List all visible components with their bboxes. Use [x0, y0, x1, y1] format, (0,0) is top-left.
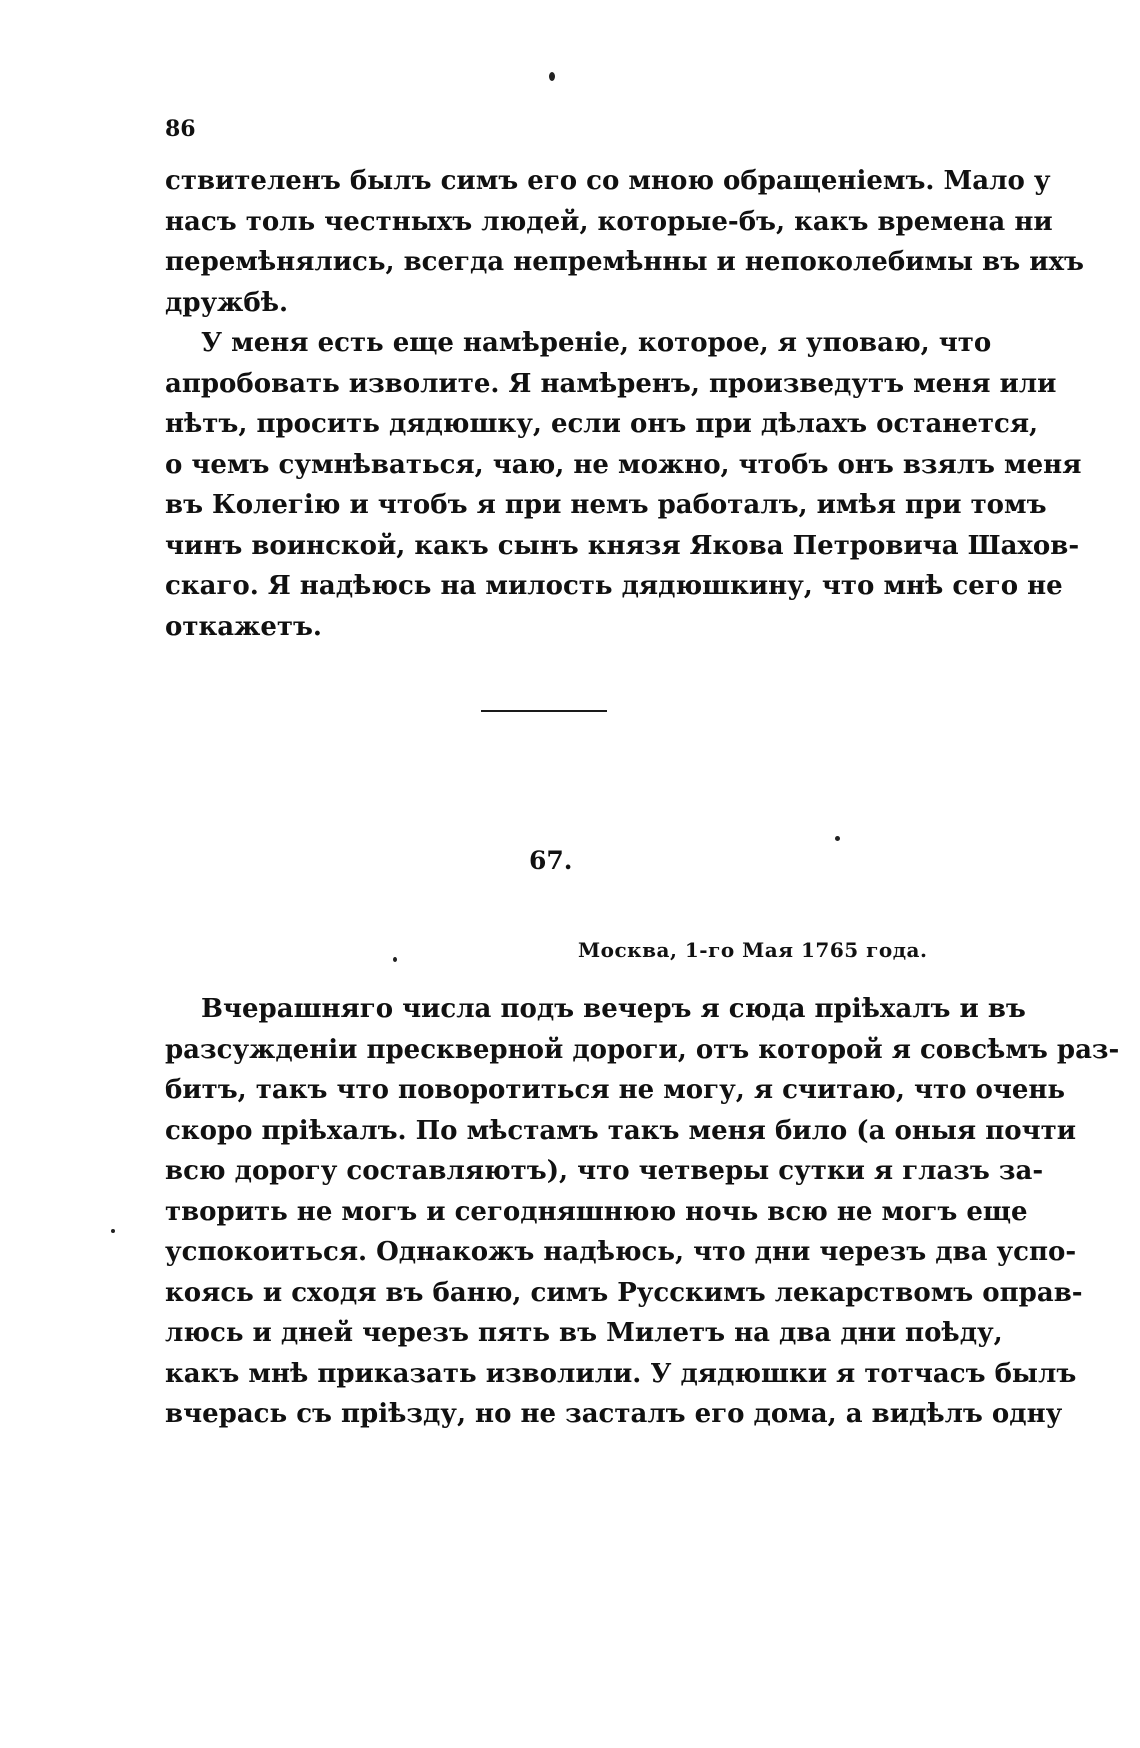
text-line: скоро пріѣхалъ. По мѣстамъ такъ меня било (а оныя почти: [165, 1115, 1076, 1146]
text-line: о чемъ сумнѣваться, чаю, не можно, чтобъ онъ взялъ меня: [165, 449, 1082, 480]
text-line: битъ, такъ что поворотиться не могу, я считаю, что очень: [165, 1075, 1066, 1105]
letter-number: 67.: [529, 846, 573, 875]
ink-speck: [549, 72, 555, 81]
text-line: Вчерашняго числа подъ вечеръ я сюда пріѣхалъ и въ: [201, 994, 1026, 1024]
text-line: чинъ воинской, какъ сынъ князя Якова Петровича Шахов-: [165, 530, 1080, 561]
text-line: всю дорогу составляютъ), что четверы сутки я глазъ за-: [165, 1156, 1044, 1186]
text-line: какъ мнѣ приказать изволили. У дядюшки я тотчасъ былъ: [165, 1358, 1077, 1389]
text-line: скаго. Я надѣюсь на милость дядюшкину, что мнѣ сего не: [165, 571, 1063, 601]
section-divider: [481, 710, 607, 712]
text-line: нѣтъ, просить дядюшку, если онъ при дѣлахъ останется,: [165, 409, 1039, 439]
text-line: въ Колегію и чтобъ я при немъ работалъ, имѣя при томъ: [165, 490, 1047, 520]
text-line: коясь и сходя въ баню, симъ Русскимъ лекарствомъ оправ-: [165, 1277, 1083, 1308]
text-line: апробовать изволите. Я намѣренъ, произведутъ меня или: [165, 368, 1057, 399]
ink-speck: [393, 957, 397, 962]
text-block-top: [165, 161, 1084, 647]
ink-speck: [835, 836, 840, 841]
page-number: 86: [165, 116, 196, 142]
text-block-bottom: [165, 989, 1120, 1435]
text-line: вчерась съ пріѣзду, но не засталъ его дома, а видѣлъ одну: [165, 1399, 1063, 1429]
text-line: откажетъ.: [165, 611, 322, 642]
text-line: успокоиться. Однакожъ надѣюсь, что дни черезъ два успо-: [165, 1237, 1077, 1267]
text-line: насъ толь честныхъ людей, которые-бъ, какъ времена ни: [165, 206, 1053, 237]
text-line: люсь и дней черезъ пять въ Милетъ на два дни поѣду,: [165, 1318, 1003, 1348]
text-line: разсужденіи прескверной дороги, отъ которой я совсѣмъ раз-: [165, 1034, 1120, 1065]
text-line: перемѣнялись, всегда непремѣнны и непоколебимы въ ихъ: [165, 247, 1084, 277]
letter-dateline: Москва, 1-го Мая 1765 года.: [578, 938, 928, 962]
ink-speck: [111, 1229, 115, 1233]
text-line: творить не могъ и сегодняшнюю ночь всю не могъ еще: [165, 1196, 1028, 1227]
text-line: У меня есть еще намѣреніе, которое, я уповаю, что: [201, 328, 992, 358]
text-line: ствителенъ былъ симъ его со мною обращеніемъ. Мало у: [165, 166, 1051, 196]
text-line: дружбѣ.: [165, 287, 289, 318]
